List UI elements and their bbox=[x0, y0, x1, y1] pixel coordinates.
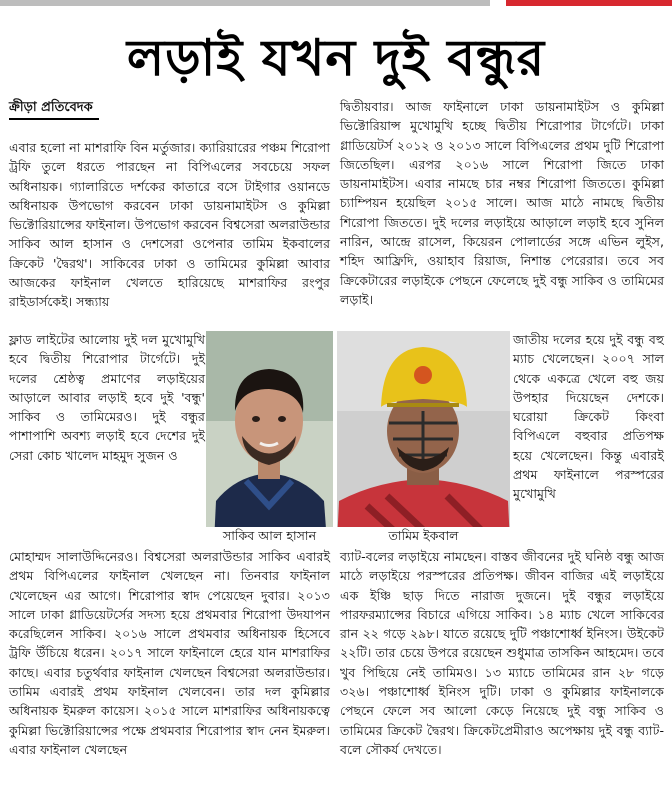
top-rule-red bbox=[506, 0, 672, 6]
article-paragraph-intro: এবার হলো না মাশরাফি বিন মর্তুজার। ক্যারিয়ারের পঞ্চম শিরোপা ট্রফি তুলে ধরতে পারছেন না বিপিএলের সবচেয়ে সফল অধিনায়ক। গ্যালারিতে দর্শকের কাতারে বসে টাইগার ওয়ানডে অধিনায়ক উপভোগ করবেন ঢাকা ডায়নামাইটস ও কুমিল্লা ভিক্টোরিয়ান্সের ফাইনাল। উপভোগ করবেন বিশ্বসেরা অলরাউন্ডার সাকিব আল হাসান ও দেশসেরা ওপেনার তামিম ইকবালের ক্রিকেট 'দ্বৈরথ'। সাকিবের ঢাকা ও তামিমের কুমিল্লা আবার আজকের ফাইনাল খেলতে হারিয়েছে মাশরাফির রংপুর রাইডার্সকেই। সন্ধ্যায় bbox=[9, 140, 330, 310]
article-paragraph-bottom-right: ব্যাট-বলের লড়াইয়ে নামছেন। বাস্তব জীবনের দুই ঘনিষ্ঠ বন্ধু আজ মাঠে লড়াইয়ে পরস্পরের প্রতিপক্ষ। জীবন বাজির এই লড়াইয়ে এক ইঞ্চি ছাড় দিতে নারাজ দুজনে। দুই বন্ধুর লড়াইয়ে পারফরম্যান্সের বিচারে এগিয়ে সাকিব। ১৪ ম্যাচ খেলে সাকিবের রান ২২ গড়ে ২৯৮। যাতে রয়েছে দুটি পঞ্চাশোর্ধ্ব ইনিংস। উইকেট ২২টি। তার চেয়ে উপরে রয়েছেন শুধুমাত্র তাসকিন আহমেদ। তবে খুব পিছিয়ে নেই তামিমও। ১৩ ম্যাচে তামিমের রান ২৮ গড়ে ৩২৬। পঞ্চাশোর্ধ্ব ইনিংস দুটি। ঢাকা ও কুমিল্লার ফাইনালকে পেছনে ফেলে সব আলো কেড়ে নিয়েছে দুই বন্ধু সাকিব ও তামিমের ক্রিকেট দ্বৈরথ। ক্রিকেটপ্রেমীরাও অপেক্ষায় দুই বন্ধু ব্যাট-বলে সৌকর্য দেখতে। bbox=[340, 549, 664, 757]
photo-tamim bbox=[337, 331, 510, 543]
article-paragraph-bottom-left: মোহাম্মদ সালাউদ্দিনেরও। বিশ্বসেরা অলরাউন্ডার সাকিব এবারই প্রথম বিপিএলের ফাইনাল খেলছেন না। তিনবার ফাইনাল খেলেছেন এর আগে। শিরোপার স্বাদ পেয়েছেন দুবার। ২০১৩ সালে ঢাকা গ্লাডিয়েটর্সের সদস্য হয়ে প্রথমবার শিরোপা উদযাপন করেছিলেন সাকিব। ২০১৬ সালে প্রথমবার অধিনায়ক হিসেবে ট্রফি উঁচিয়ে ধরেন। ২০১৭ সালে ফাইনালে হেরে যান মাশরাফির কাছে। এবার চতুর্থবার ফাইনাল খেলছেন বিশ্বসেরা অলরাউন্ডার। তামিম এবারই প্রথম ফাইনাল খেলবেন। তার দল কুমিল্লার অধিনায়ক ইমরুল কায়েস। ২০১৫ সালে মাশরাফির অধিনায়কত্বে কুমিল্লা ভিক্টোরিয়ান্সের পক্ষে প্রথমবার শিরোপার স্বাদ নেন ইমরুল। এবার ফাইনাল খেলছেন bbox=[9, 549, 330, 757]
article-paragraph-left-narrow: ফ্লাড লাইটের আলোয় দুই দল মুখোমুখি হবে দ্বিতীয় শিরোপার টার্গেটে। দুই দলের শ্রেষ্ঠত্ব প্রমাণের লড়াইয়ের আড়ালে আবার লড়াই হবে দুই 'বন্ধু' সাকিব ও তামিমেরও। দুই বন্ধুর পাশাপাশি অবশ্য লড়াই হবে দেশের দুই সেরা কোচ খালেদ মাহমুদ সুজন ও bbox=[9, 332, 205, 463]
article-paragraph-right-top: দ্বিতীয়বার। আজ ফাইনালে ঢাকা ডায়নামাইটস ও কুমিল্লা ভিক্টোরিয়ান্স মুখোমুখি হচ্ছে দ্বিতীয় শিরোপার টার্গেটে। ঢাকা গ্লাডিয়েটর্স ২০১২ ও ২০১৩ সালে বিপিএলের প্রথম দুটি শিরোপা জিতেছিল। এরপর ২০১৬ সালে শিরোপা জিতে ঢাকা ডায়নামাইটস। এবার নামছে চার নম্বর শিরোপা জিততে। কুমিল্লা চ্যাম্পিয়ন হয়েছিল ২০১৫ সালে। আজ মাঠে নামছে দ্বিতীয় শিরোপা জিততে। দুই দলের লড়াইয়ে আড়ালে লড়াই হবে সুনিল নারিন, আন্দ্রে রাসেল, কিয়েরন পোলার্ডের সঙ্গে এভিন লুইস, শহিদ আফ্রিদি, ওয়াহাব রিয়াজ, নিশান্ত পেরেরার। তবে সব ক্রিকেটারের লড়াইকে পেছনে ফেলেছে দুই বন্ধু সাকিব ও তামিমের লড়াই। bbox=[340, 99, 664, 307]
article-right-column bbox=[340, 97, 664, 309]
article-paragraph-right-narrow: জাতীয় দলের হয়ে দুই বন্ধু বহু ম্যাচ খেলেছেন। ২০০৭ সাল থেকে একত্রে খেলে বহু জয় উপহার দিয়েছেন দেশকে। ঘরোয়া ক্রিকেট কিংবা বিপিএলে বহুবার প্রতিপক্ষ হয়ে খেলেছেন। কিন্তু এবারই প্রথম ফাইনালে পরস্পরের মুখোমুখি bbox=[513, 332, 664, 502]
headline: লড়াই যখন দুই বন্ধুর bbox=[126, 29, 546, 87]
caption-tamim: তামিম ইকবাল bbox=[337, 527, 510, 545]
photo-shakib-illustration bbox=[206, 331, 333, 543]
caption-shakib: সাকিব আল হাসান bbox=[206, 527, 333, 545]
byline: ক্রীড়া প্রতিবেদক bbox=[9, 98, 99, 120]
photo-tamim-illustration bbox=[337, 331, 510, 543]
top-rule-grey bbox=[0, 0, 490, 6]
photo-shakib bbox=[206, 331, 333, 543]
article-left-column bbox=[9, 97, 330, 312]
